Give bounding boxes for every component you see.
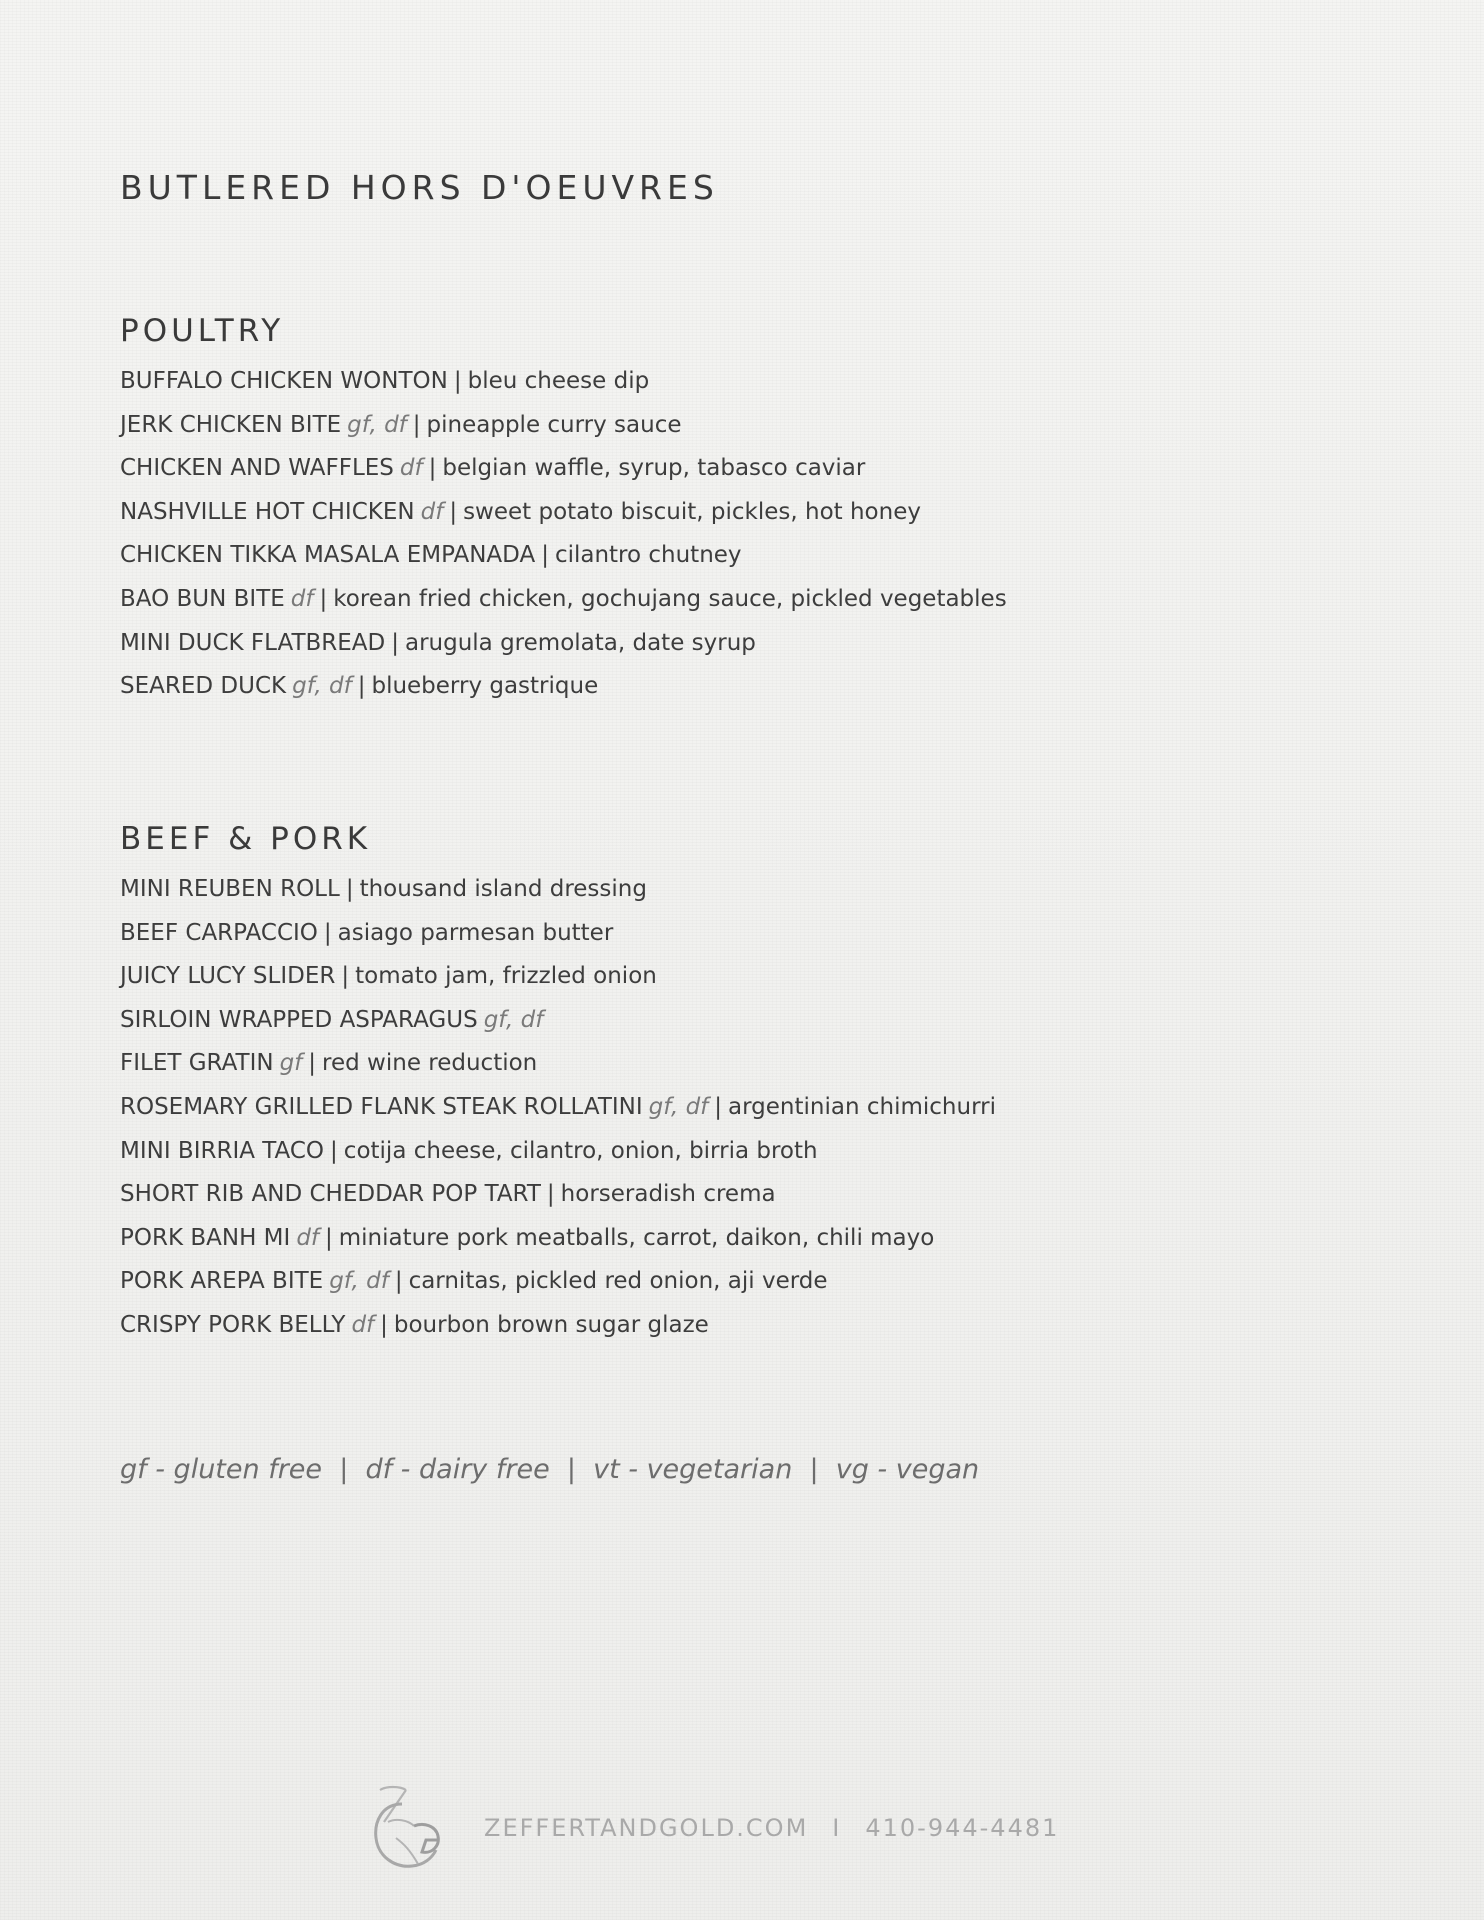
phone-number[interactable]: 410-944-4481 xyxy=(865,1814,1060,1842)
menu-item xyxy=(120,1173,996,1217)
menu-item xyxy=(120,912,996,956)
menu-item-dietary-tags: gf, df xyxy=(329,1268,389,1295)
menu-item-name: BUFFALO CHICKEN WONTON xyxy=(120,368,448,394)
menu-item-description: | blueberry gastrique xyxy=(352,673,599,699)
menu-item xyxy=(120,955,996,999)
footer-divider: I xyxy=(832,1814,842,1842)
menu-item-name: PORK AREPA BITE xyxy=(120,1268,324,1295)
menu-item xyxy=(120,868,996,912)
menu-item-description: | thousand island dressing xyxy=(340,876,647,902)
menu-item-description: | miniature pork meatballs, carrot, daikon, chili mayo xyxy=(319,1225,934,1251)
menu-item-name: JUICY LUCY SLIDER xyxy=(120,963,336,990)
beef-pork-section xyxy=(120,818,996,1348)
menu-item xyxy=(120,1086,996,1130)
menu-item-name: MINI REUBEN ROLL xyxy=(120,876,340,902)
menu-item xyxy=(120,1260,996,1304)
menu-item xyxy=(120,665,1007,709)
menu-item xyxy=(120,1217,996,1261)
menu-item-dietary-tags: gf, df xyxy=(483,1006,544,1033)
menu-item-name: BAO BUN BITE xyxy=(120,585,285,612)
menu-item-description: | asiago parmesan butter xyxy=(318,920,613,946)
menu-item-dietary-tags: df xyxy=(351,1311,375,1338)
menu-item xyxy=(120,999,996,1043)
menu-item-description: | carnitas, pickled red onion, aji verde xyxy=(389,1268,828,1294)
menu-item-name: JERK CHICKEN BITE xyxy=(120,411,342,438)
menu-item-dietary-tags: gf, df xyxy=(347,411,407,438)
poultry-list xyxy=(120,360,1007,709)
menu-item xyxy=(120,1304,996,1348)
menu-item-dietary-tags: df xyxy=(296,1224,320,1251)
menu-item-name: ROSEMARY GRILLED FLANK STEAK ROLLATINI xyxy=(120,1093,643,1120)
menu-item-name: PORK BANH MI xyxy=(120,1224,291,1251)
menu-item-description: | arugula gremolata, date syrup xyxy=(385,630,756,656)
menu-item-name: NASHVILLE HOT CHICKEN xyxy=(120,498,415,525)
poultry-heading: POULTRY xyxy=(120,313,285,349)
menu-item-name: CHICKEN AND WAFFLES xyxy=(120,455,394,482)
menu-item-description: | pineapple curry sauce xyxy=(407,412,682,438)
menu-item-name: CHICKEN TIKKA MASALA EMPANADA xyxy=(120,542,536,569)
poultry-section xyxy=(120,310,1007,709)
menu-item-description: | tomato jam, frizzled onion xyxy=(335,963,656,989)
menu-item-name: SEARED DUCK xyxy=(120,673,287,700)
menu-item xyxy=(120,1042,996,1086)
menu-item xyxy=(120,447,1007,491)
menu-item-description: | bourbon brown sugar glaze xyxy=(374,1312,709,1338)
beef-pork-list xyxy=(120,868,996,1348)
menu-item-description: | cotija cheese, cilantro, onion, birria broth xyxy=(324,1138,818,1164)
zeffert-gold-monogram-logo-icon xyxy=(366,1782,450,1874)
menu-item xyxy=(120,491,1007,535)
menu-item xyxy=(120,360,1007,404)
menu-item xyxy=(120,534,1007,578)
menu-item-dietary-tags: gf, df xyxy=(292,673,352,700)
menu-item-dietary-tags: gf, df xyxy=(648,1093,709,1120)
menu-item-description: | belgian waffle, syrup, tabasco caviar xyxy=(423,455,866,481)
menu-item-dietary-tags: df xyxy=(399,455,423,482)
dietary-legend: gf - gluten free | df - dairy free | vt - vegetarian | vg - vegan xyxy=(120,1454,980,1485)
menu-item xyxy=(120,622,1007,666)
website-link[interactable]: ZEFFERTANDGOLD.COM xyxy=(484,1814,809,1842)
footer xyxy=(366,1782,1059,1874)
menu-item-dietary-tags: df xyxy=(290,585,314,612)
menu-item-name: MINI BIRRIA TACO xyxy=(120,1137,325,1164)
menu-item-description: | argentinian chimichurri xyxy=(708,1094,996,1120)
menu-item-description: | korean fried chicken, gochujang sauce, pickled vegetables xyxy=(314,586,1007,612)
menu-item-description: | horseradish crema xyxy=(541,1181,776,1207)
beef-pork-heading: BEEF & PORK xyxy=(120,821,372,857)
menu-item-dietary-tags: gf xyxy=(279,1050,303,1077)
menu-item-name: CRISPY PORK BELLY xyxy=(120,1311,346,1338)
menu-item-description: | cilantro chutney xyxy=(535,542,741,568)
menu-item-description: | sweet potato biscuit, pickles, hot honey xyxy=(443,499,921,525)
menu-item-name: FILET GRATIN xyxy=(120,1050,274,1077)
menu-item xyxy=(120,1130,996,1174)
menu-item xyxy=(120,404,1007,448)
menu-item-description: | red wine reduction xyxy=(302,1050,537,1076)
page-title: BUTLERED HORS D'OEUVRES xyxy=(120,168,719,207)
menu-item-description: | bleu cheese dip xyxy=(448,368,649,394)
menu-item-dietary-tags: df xyxy=(420,498,444,525)
menu-item-name: SIRLOIN WRAPPED ASPARAGUS xyxy=(120,1006,478,1033)
menu-item xyxy=(120,578,1007,622)
menu-item-name: SHORT RIB AND CHEDDAR POP TART xyxy=(120,1181,541,1208)
menu-item-name: MINI DUCK FLATBREAD xyxy=(120,629,386,656)
menu-item-name: BEEF CARPACCIO xyxy=(120,919,318,946)
